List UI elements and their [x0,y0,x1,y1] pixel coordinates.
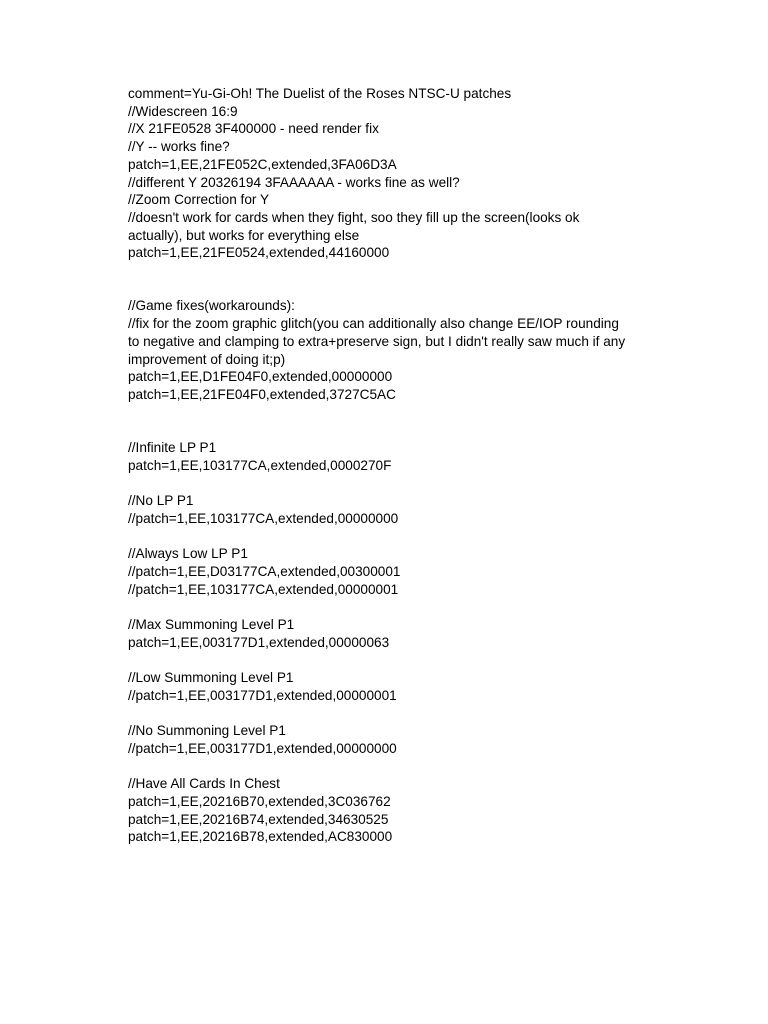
text-line: //patch=1,EE,103177CA,extended,00000000 [128,510,399,526]
blank-line [128,598,633,616]
text-line: //patch=1,EE,D03177CA,extended,00300001 [128,563,401,579]
text-line: //X 21FE0528 3F400000 - need render fix [128,121,379,137]
text-line: //Zoom Correction for Y [128,192,270,208]
text-line: //different Y 20326194 3FAAAAAA - works fine as well? [128,174,460,190]
text-line: //doesn't work for cards when they fight, soo they fill up the screen(looks ok actually), but works for everything else [128,209,580,243]
text-line: patch=1,EE,21FE0524,extended,44160000 [128,245,390,261]
text-line: //Max Summoning Level P1 [128,616,295,632]
text-line: patch=1,EE,20216B70,extended,3C036762 [128,793,391,809]
blank-line [128,651,633,669]
blank-line [128,704,633,722]
text-line: //No Summoning Level P1 [128,723,286,739]
text-line: //Infinite LP P1 [128,440,217,455]
text-line: //Y -- works fine? [128,139,230,155]
blank-line [128,758,633,776]
blank-line [128,280,633,298]
text-line: //Low Summoning Level P1 [128,670,294,686]
text-line: //Always Low LP P1 [128,546,248,562]
text-line: //No LP P1 [128,493,194,509]
text-line: patch=1,EE,20216B74,extended,34630525 [128,811,389,827]
text-line: //patch=1,EE,003177D1,extended,00000001 [128,687,397,703]
document-text [128,85,633,846]
blank-line [128,474,633,492]
text-line: patch=1,EE,103177CA,extended,0000270F [128,457,392,473]
text-line: //fix for the zoom graphic glitch(you can additionally also change EE/IOP rounding to negative and clamping to extra+preserve sign, but I didn't really saw much if any improvement of doing it;p) [128,316,626,367]
text-line: patch=1,EE,003177D1,extended,00000063 [128,634,390,650]
text-line: comment=Yu-Gi-Oh! The Duelist of the Roses NTSC-U patches [128,86,512,101]
text-line: patch=1,EE,D1FE04F0,extended,00000000 [128,369,393,385]
blank-line [128,528,633,546]
blank-line [128,404,633,422]
text-line: patch=1,EE,20216B78,extended,AC830000 [128,829,393,845]
text-line: //patch=1,EE,103177CA,extended,00000001 [128,581,399,597]
text-line: //Have All Cards In Chest [128,776,280,792]
text-line: //patch=1,EE,003177D1,extended,00000000 [128,740,397,756]
text-line: patch=1,EE,21FE04F0,extended,3727C5AC [128,386,396,402]
text-line: patch=1,EE,21FE052C,extended,3FA06D3A [128,156,397,172]
blank-line [128,262,633,280]
blank-line [128,421,633,439]
text-line: //Game fixes(workarounds): [128,298,295,314]
text-line: //Widescreen 16:9 [128,103,238,119]
